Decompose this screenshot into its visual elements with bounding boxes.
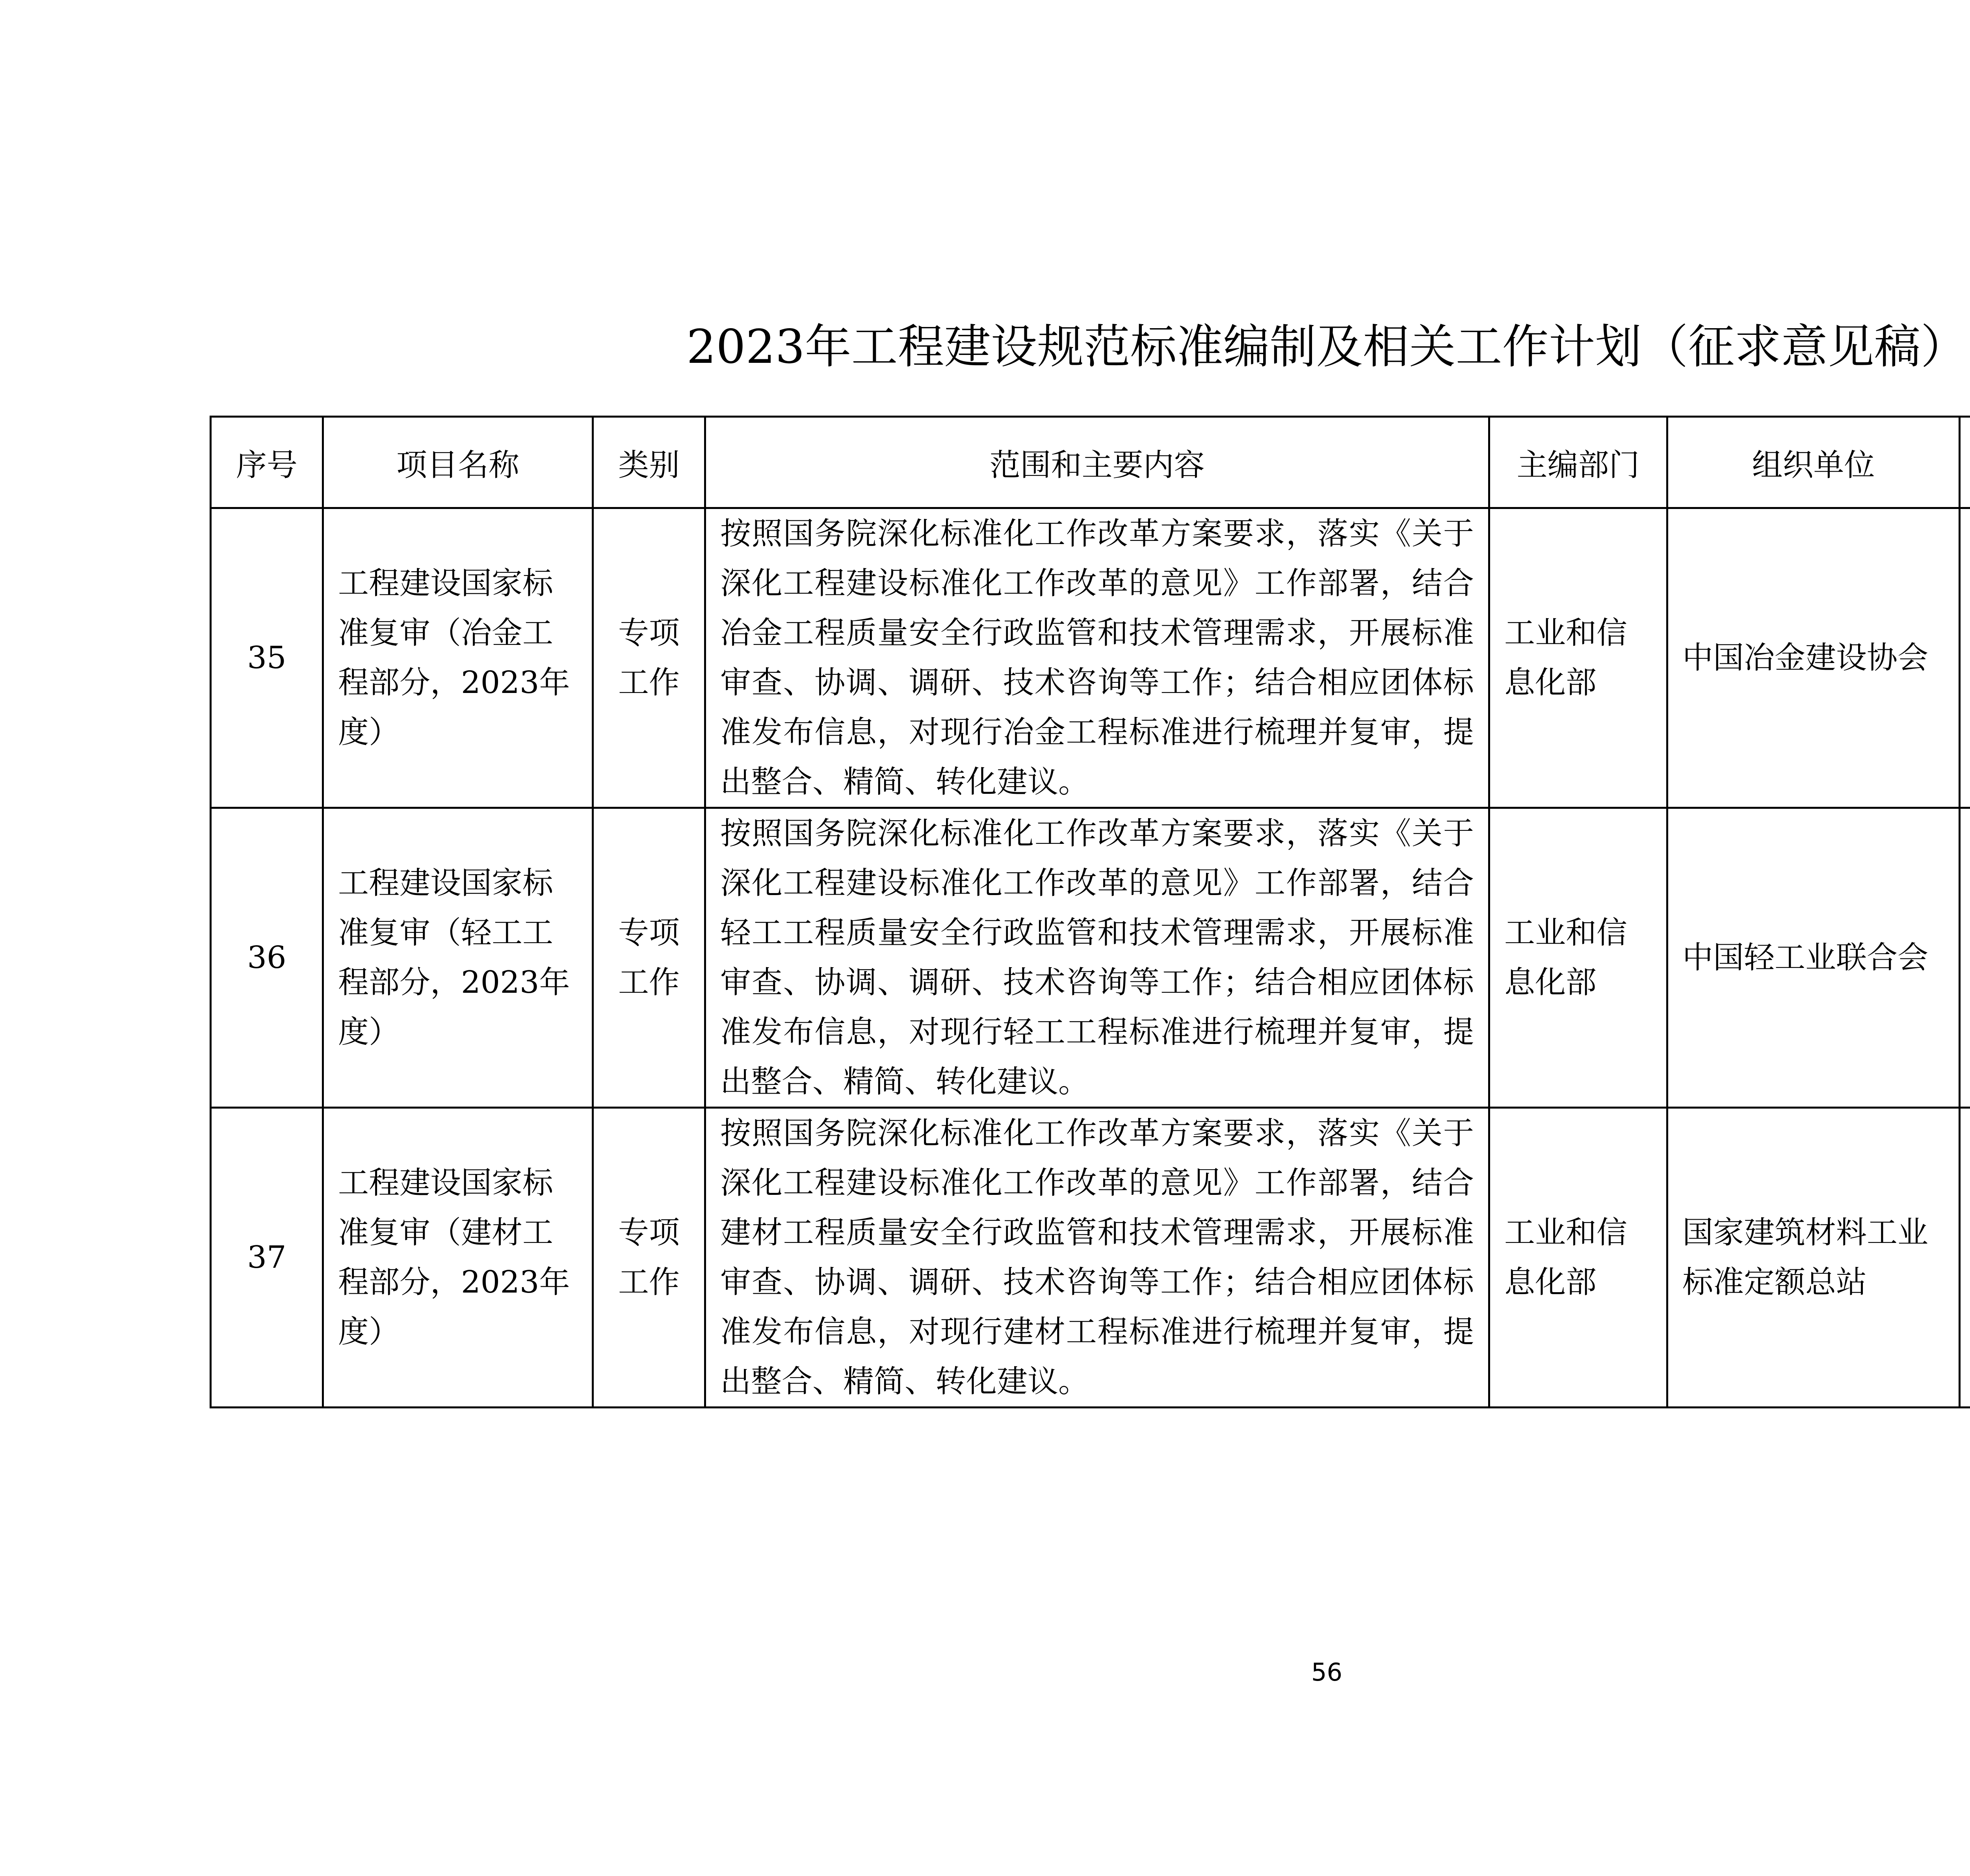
table-row [211,808,1970,1108]
cell-type: 专项工作 [593,808,705,1108]
cell-name: 工程建设国家标准复审（建材工程部分，2023年度） [323,1108,593,1408]
cell-drafter [1960,808,1970,1108]
header-org: 组织单位 [1667,417,1960,508]
header-dept: 主编部门 [1489,417,1667,508]
cell-type: 专项工作 [593,508,705,808]
cell-scope: 按照国务院深化标准化工作改革方案要求，落实《关于深化工程建设标准化工作改革的意见》工作部署，结合建材工程质量安全行政监管和技术管理需求，开展标准审查、协调、调研、技术咨询等工作；结合相应团体标准发布信息，对现行建材工程标准进行梳理并复审，提出整合、精简、转化建议。 [705,1108,1489,1408]
cell-drafter [1960,508,1970,808]
cell-dept: 工业和信息化部 [1489,808,1667,1108]
page-title: 2023年工程建设规范标准编制及相关工作计划（征求意见稿） [686,319,1967,374]
table-row [211,1108,1970,1408]
header-no: 序号 [211,417,323,508]
header-drafter [1960,417,1970,508]
cell-org: 中国轻工业联合会 [1667,808,1960,1108]
table-row [211,508,1970,808]
header-scope: 范围和主要内容 [705,417,1489,508]
cell-dept: 工业和信息化部 [1489,508,1667,808]
table-header-row [211,417,1970,508]
cell-name: 工程建设国家标准复审（冶金工程部分，2023年度） [323,508,593,808]
cell-dept: 工业和信息化部 [1489,1108,1667,1408]
cell-no: 37 [211,1108,323,1408]
cell-type: 专项工作 [593,1108,705,1408]
cell-no: 36 [211,808,323,1108]
header-name: 项目名称 [323,417,593,508]
cell-scope: 按照国务院深化标准化工作改革方案要求，落实《关于深化工程建设标准化工作改革的意见》工作部署，结合轻工工程质量安全行政监管和技术管理需求，开展标准审查、协调、调研、技术咨询等工作；结合相应团体标准发布信息，对现行轻工工程标准进行梳理并复审，提出整合、精简、转化建议。 [705,808,1489,1108]
cell-no: 35 [211,508,323,808]
cell-drafter [1960,1108,1970,1408]
header-type: 类别 [593,417,705,508]
work-plan-table [210,416,1970,1408]
page-number: 56 [1311,1658,1342,1687]
cell-scope: 按照国务院深化标准化工作改革方案要求，落实《关于深化工程建设标准化工作改革的意见》工作部署，结合冶金工程质量安全行政监管和技术管理需求，开展标准审查、协调、调研、技术咨询等工作；结合相应团体标准发布信息，对现行冶金工程标准进行梳理并复审，提出整合、精简、转化建议。 [705,508,1489,808]
cell-org: 中国冶金建设协会 [1667,508,1960,808]
cell-name: 工程建设国家标准复审（轻工工程部分，2023年度） [323,808,593,1108]
cell-org: 国家建筑材料工业标准定额总站 [1667,1108,1960,1408]
